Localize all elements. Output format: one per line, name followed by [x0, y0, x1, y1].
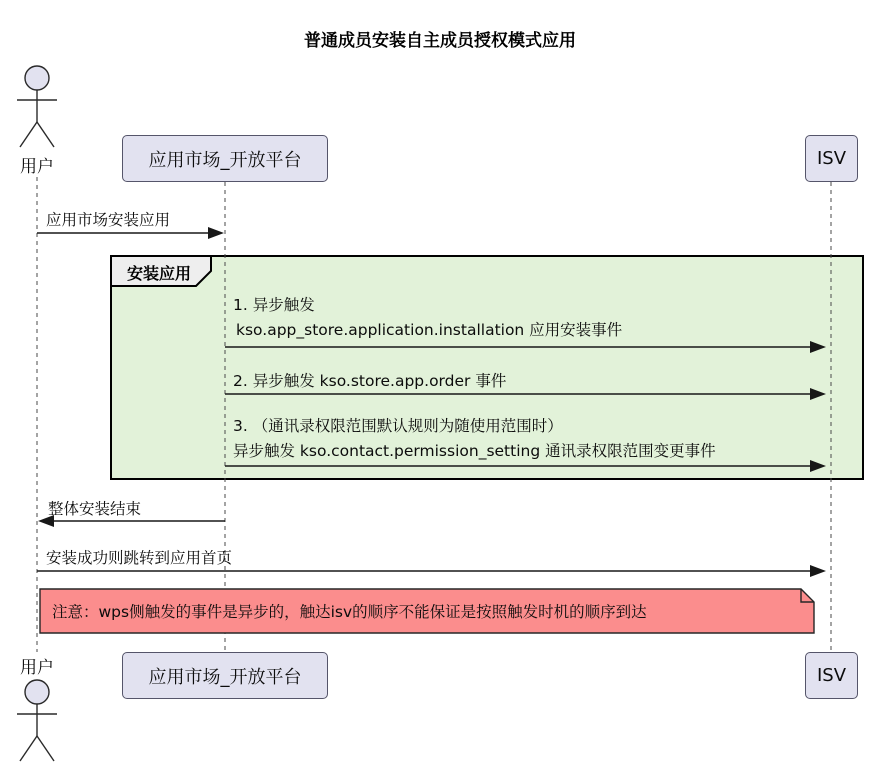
arrow-install-request-head	[208, 227, 224, 239]
arrow-redirect-head	[810, 565, 826, 577]
message-event1-label-line1: 1. 异步触发	[233, 296, 315, 314]
participant-platform-top: 应用市场_开放平台	[122, 135, 328, 182]
message-event3-label-line1: 3. （通讯录权限范围默认规则为随使用范围时）	[233, 417, 563, 435]
message-event1-label-line2: kso.app_store.application.installation 应用安装事件	[236, 321, 623, 339]
message-install-done-label: 整体安装结束	[48, 500, 142, 518]
participant-isv-bottom: ISV	[805, 652, 858, 699]
diagram-title: 普通成员安装自主成员授权模式应用	[304, 31, 576, 51]
note-label: 注意：wps侧触发的事件是异步的，触达isv的顺序不能保证是按照触发时机的顺序到达	[52, 603, 647, 621]
actor-head	[25, 680, 49, 704]
actor-user-top-label: 用户	[20, 157, 54, 177]
message-event2-label: 2. 异步触发 kso.store.app.order 事件	[233, 372, 507, 390]
actor-user-bottom-label: 用户	[20, 658, 54, 678]
message-install-request-label: 应用市场安装应用	[46, 211, 171, 229]
actor-leg-left	[20, 736, 37, 761]
group-label: 安装应用	[127, 264, 192, 283]
actor-user-bottom-icon	[17, 680, 57, 761]
actor-leg-left	[20, 122, 37, 147]
participant-platform-bottom: 应用市场_开放平台	[122, 652, 328, 699]
message-event3-label-line2: 异步触发 kso.contact.permission_setting 通讯录权限范围变更事件	[233, 442, 716, 460]
actor-leg-right	[37, 736, 54, 761]
actor-user-top-icon	[17, 66, 57, 147]
actor-leg-right	[37, 122, 54, 147]
participant-isv-top: ISV	[805, 135, 858, 182]
actor-head	[25, 66, 49, 90]
message-redirect-label: 安装成功则跳转到应用首页	[46, 549, 233, 567]
